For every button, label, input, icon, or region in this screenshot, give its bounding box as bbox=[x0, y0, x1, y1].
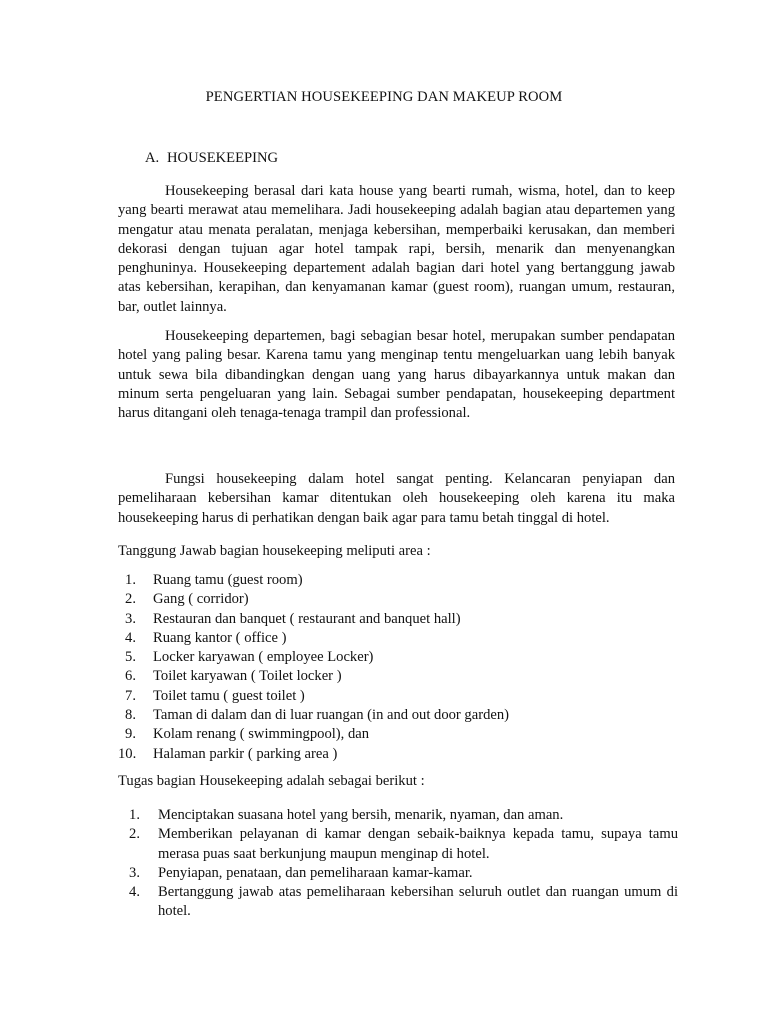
list-item bbox=[118, 864, 678, 883]
list-item-number: 1. bbox=[129, 807, 140, 823]
responsibility-list bbox=[118, 571, 678, 764]
duties-list bbox=[118, 806, 678, 922]
list-item-number: 9. bbox=[125, 726, 136, 743]
list-item-number: 3. bbox=[129, 864, 140, 881]
list-item-number: 4. bbox=[125, 629, 136, 646]
list-item bbox=[118, 571, 678, 590]
list-item-number: 2. bbox=[129, 826, 140, 843]
list-item bbox=[118, 648, 678, 667]
document-title: PENGERTIAN HOUSEKEEPING DAN MAKEUP ROOM bbox=[205, 89, 563, 105]
list-item-number: 2. bbox=[125, 591, 136, 608]
list-item bbox=[118, 687, 678, 706]
list-item-number: 7. bbox=[125, 687, 136, 704]
paragraph-function-text: Fungsi housekeeping dalam hotel sangat penting. Kelancaran penyiapan dan pemeliharaan kebersihan kamar ditentukan oleh housekeeping oleh karena itu maka housekeeping harus di perhatikan dengan baik agar para tamu betah tinggal di hotel. bbox=[118, 471, 675, 526]
list-item bbox=[118, 706, 678, 725]
list-item bbox=[118, 629, 678, 648]
paragraph-revenue bbox=[118, 327, 675, 423]
list-item-number: 8. bbox=[125, 707, 136, 724]
list-item-text: Taman di dalam dan di luar ruangan (in and out door garden) bbox=[153, 707, 510, 724]
duties-intro: Tugas bagian Housekeeping adalah sebagai berikut : bbox=[118, 773, 425, 789]
list-item bbox=[118, 725, 678, 744]
section-heading bbox=[145, 150, 278, 167]
list-item bbox=[118, 806, 678, 825]
paragraph-definition bbox=[118, 182, 675, 317]
list-item-number: 1. bbox=[125, 572, 136, 588]
list-item-number: 5. bbox=[125, 649, 136, 666]
responsibility-intro: Tanggung Jawab bagian housekeeping meliputi area : bbox=[118, 543, 431, 559]
paragraph-revenue-text: Housekeeping departemen, bagi sebagian besar hotel, merupakan sumber pendapatan hotel yang paling besar. Karena tamu yang menginap tentu mengeluarkan uang lebih banyak untuk sewa bila dibandingkan dengan uang yang harus dibayarkannya untuk makan dan minum serta pengeluaran yang lain. Sebagai sumber pendapatan, housekeeping department harus ditangani oleh tenaga-tenaga trampil dan professional. bbox=[118, 328, 675, 422]
list-item-text: Ruang kantor ( office ) bbox=[153, 629, 287, 646]
list-item bbox=[118, 825, 678, 864]
list-item bbox=[118, 667, 678, 686]
list-item-text: Menciptakan suasana hotel yang bersih, menarik, nyaman, dan aman. bbox=[158, 807, 564, 823]
list-item-number: 6. bbox=[125, 668, 136, 685]
paragraph-function bbox=[118, 470, 675, 528]
list-item bbox=[118, 745, 678, 764]
list-item-text: Halaman parkir ( parking area ) bbox=[153, 745, 338, 762]
section-heading-text: HOUSEKEEPING bbox=[167, 150, 279, 166]
list-item-text: Penyiapan, penataan, dan pemeliharaan kamar-kamar. bbox=[158, 864, 473, 881]
list-item-text: Toilet karyawan ( Toilet locker ) bbox=[153, 668, 342, 685]
list-item-text: Bertanggung jawab atas pemeliharaan kebersihan seluruh outlet dan ruangan umum di hotel. bbox=[158, 884, 678, 920]
list-item-text: Gang ( corridor) bbox=[153, 591, 249, 608]
list-item-text: Kolam renang ( swimmingpool), dan bbox=[153, 726, 370, 743]
list-item-text: Restauran dan banquet ( restaurant and banquet hall) bbox=[153, 610, 461, 627]
list-item bbox=[118, 883, 678, 922]
list-item-text: Memberikan pelayanan di kamar dengan sebaik-baiknya kepada tamu, supaya tamu merasa puas saat berkunjung maupun menginap di hotel. bbox=[158, 826, 678, 862]
section-letter: A. bbox=[145, 150, 160, 166]
list-item bbox=[118, 610, 678, 629]
list-item-number: 10. bbox=[118, 745, 137, 762]
list-item bbox=[118, 590, 678, 609]
list-item-number: 3. bbox=[125, 610, 136, 627]
list-item-text: Locker karyawan ( employee Locker) bbox=[153, 649, 374, 666]
paragraph-definition-text: Housekeeping berasal dari kata house yang bearti rumah, wisma, hotel, dan to keep yang bearti merawat atau memelihara. Jadi housekeeping adalah bagian atau departemen yang mengatur atau menata peralatan, menjaga kebersihan, memperbaiki kerusakan, dan memberi dekorasi dengan tujuan agar hotel tampak rapi, bersih, menarik dan menyenangkan penghuninya. Housekeeping departement adalah bagian dari hotel yang bertanggung jawab atas kebersihan, kerapihan, dan kenyamanan kamar (guest room), ruangan umum, restauran, bar, outlet lainnya. bbox=[118, 183, 675, 315]
list-item-number: 4. bbox=[129, 884, 140, 901]
list-item-text: Toilet tamu ( guest toilet ) bbox=[153, 687, 305, 704]
list-item-text: Ruang tamu (guest room) bbox=[153, 572, 303, 588]
